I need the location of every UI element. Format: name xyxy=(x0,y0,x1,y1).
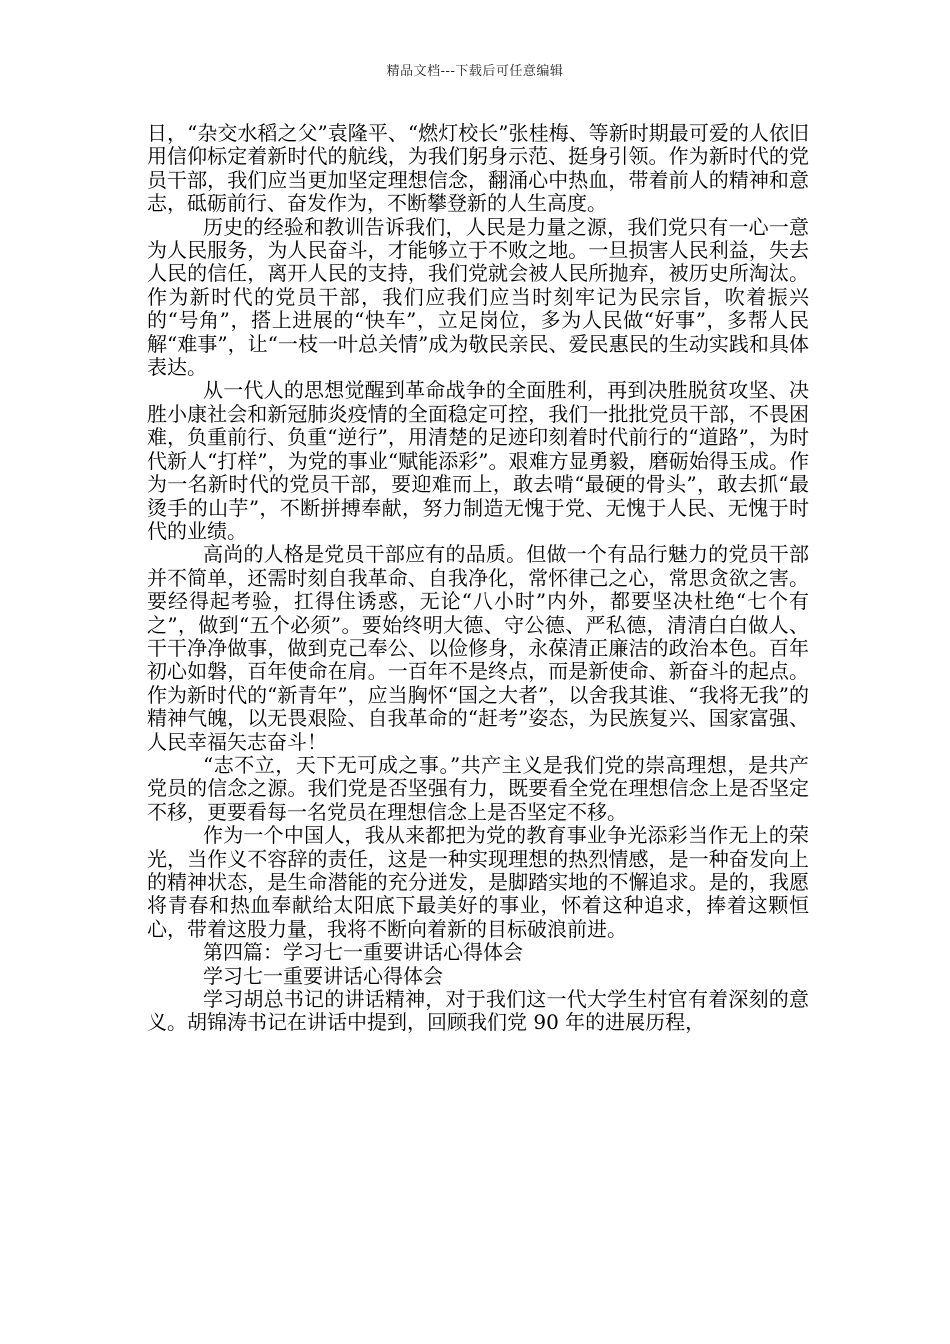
document-body xyxy=(147,122,809,1035)
paragraph: 高尚的人格是党员干部应有的品质。但做一个有品行魅力的党员干部并不简单，还需时刻自我革命、自我净化，常怀律己之心，常思贪欲之害。要经得起考验，扛得住诱惑，无论“八小时”内外，都要坚决杜绝“七个有之”，做到“五个必须”。要始终明大德、守公德、严私德，清清白白做人、干干净净做事，做到克己奉公、以俭修身，永葆清正廉洁的政治本色。百年初心如磐，百年使命在肩。一百年不是终点，而是新使命、新奋斗的起点。作为新时代的“新青年”，应当胸怀“国之大者”，以舍我其谁、“我将无我”的精神气魄，以无畏艰险、自我革命的“赶考”姿态，为民族复兴、国家富强、人民幸福矢志奋斗！ xyxy=(147,542,809,754)
paragraph: “志不立，天下无可成之事。”共产主义是我们党的崇高理想，是共产党员的信念之源。我们党是否坚强有力，既要看全党在理想信念上是否坚定不移，更要看每一名党员在理想信念上是否坚定不移。 xyxy=(147,752,809,824)
paragraph-continuation: 日，“杂交水稻之父”袁隆平、“燃灯校长”张桂梅、等新时期最可爱的人依旧用信仰标定着新时代的航线，为我们躬身示范、挺身引领。作为新时代的党员干部，我们应当更加坚定理想信念，翻涌心中热血，带着前人的精神和意志，砥砺前行、奋发作为，不断攀登新的人生高度。 xyxy=(147,121,809,216)
section-title: 学习七一重要讲话心得体会 xyxy=(203,963,443,988)
paragraph: 学习胡总书记的讲话精神，对于我们这一代大学生村官有着深刻的意义。胡锦涛书记在讲话中提到，回顾我们党 90 年的进展历程， xyxy=(147,987,809,1035)
page-header: 精品文档---下载后可任意编辑 xyxy=(386,64,564,79)
paragraph: 从一代人的思想觉醒到革命战争的全面胜利，再到决胜脱贫攻坚、决胜小康社会和新冠肺炎疫情的全面稳定可控，我们一批批党员干部，不畏困难，负重前行、负重“逆行”，用清楚的足迹印刻着时代前行的“道路”，为时代新人“打样”，为党的事业“赋能添彩”。艰难方显勇毅，磨砺始得玉成。作为一名新时代的党员干部，要迎难而上，敢去啃“最硬的骨头”，敢去抓“最烫手的山芋”，不断拼搏奉献，努力制造无愧于党、无愧于人民、无愧于时代的业绩。 xyxy=(147,378,809,543)
section-heading: 第四篇：学习七一重要讲话心得体会 xyxy=(203,940,523,965)
paragraph: 作为一个中国人，我从来都把为党的教育事业争光添彩当作无上的荣光，当作义不容辞的责任，这是一种实现理想的热烈情感，是一种奋发向上的精神状态，是生命潜能的充分迸发，是脚踏实地的不懈追求。是的，我愿将青春和热血奉献给太阳底下最美好的事业，怀着这种追求，捧着这颗恒心，带着这股力量，我将不断向着新的目标破浪前进。 xyxy=(147,823,809,941)
paragraph: 历史的经验和教训告诉我们，人民是力量之源，我们党只有一心一意为人民服务，为人民奋斗，才能够立于不败之地。一旦损害人民利益，失去人民的信任，离开人民的支持，我们党就会被人民所抛弃，被历史所淘汰。作为新时代的党员干部，我们应我们应当时刻牢记为民宗旨，吹着振兴的“号角”，搭上进展的“快车”，立足岗位，多为人民做“好事”，多帮人民解“难事”，让“一枝一叶总关情”成为敬民亲民、爱民惠民的生动实践和具体表达。 xyxy=(147,214,809,380)
